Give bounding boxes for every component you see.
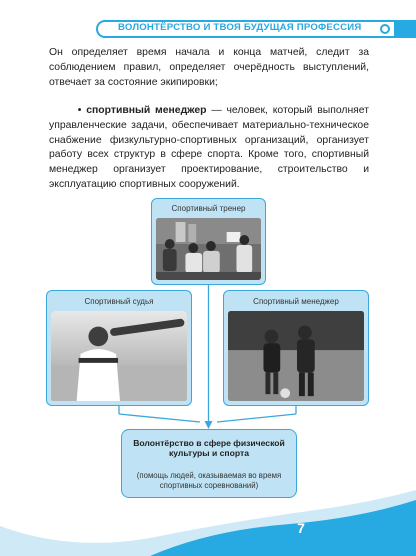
summary-note: (помощь людей, оказываемая во время спортивных соревнований) <box>136 471 282 490</box>
card-label-coach: Спортивный тренер <box>171 204 246 213</box>
arrowhead-icon <box>205 421 213 429</box>
summary-title: Волонтёрство в сфере физической культуры и спорта <box>133 438 285 459</box>
paragraph-sport-manager-body: — человек, который выполняет управленческие задачи, обеспечивает материально-техническое снабжение физкультурно-спортивных организаций, организует работу всех структур в сфере спорта. Кроме того, спортивный менеджер организует проектирование, строительство и эксплуатацию спортивных сооружений. <box>49 105 370 190</box>
page-header-title: ВОЛОНТЁРСТВО И ТВОЯ БУДУЩАЯ ПРОФЕССИЯ <box>118 22 362 33</box>
card-sport-referee <box>46 290 192 406</box>
paragraph-referee-duties: Он определяет время начала и конца матчей, следит за соблюдением правил, определяет очерёдность выступлений, отвечает за состояние экипировки; <box>49 47 369 88</box>
term-sport-manager: спортивный менеджер <box>86 105 207 116</box>
manager-photo <box>228 311 364 401</box>
card-label-manager: Спортивный менеджер <box>253 297 339 306</box>
connector-left-to-summary <box>119 414 200 422</box>
connector-right-to-summary <box>217 414 296 422</box>
card-label-referee: Спортивный судья <box>84 297 154 306</box>
coach-photo <box>156 218 261 280</box>
card-sport-coach <box>151 198 266 285</box>
footer-wave <box>0 486 416 556</box>
bullet-marker: • <box>77 105 82 116</box>
page-number: 7 <box>297 520 305 536</box>
referee-photo <box>51 311 187 401</box>
card-sport-manager <box>223 290 369 406</box>
